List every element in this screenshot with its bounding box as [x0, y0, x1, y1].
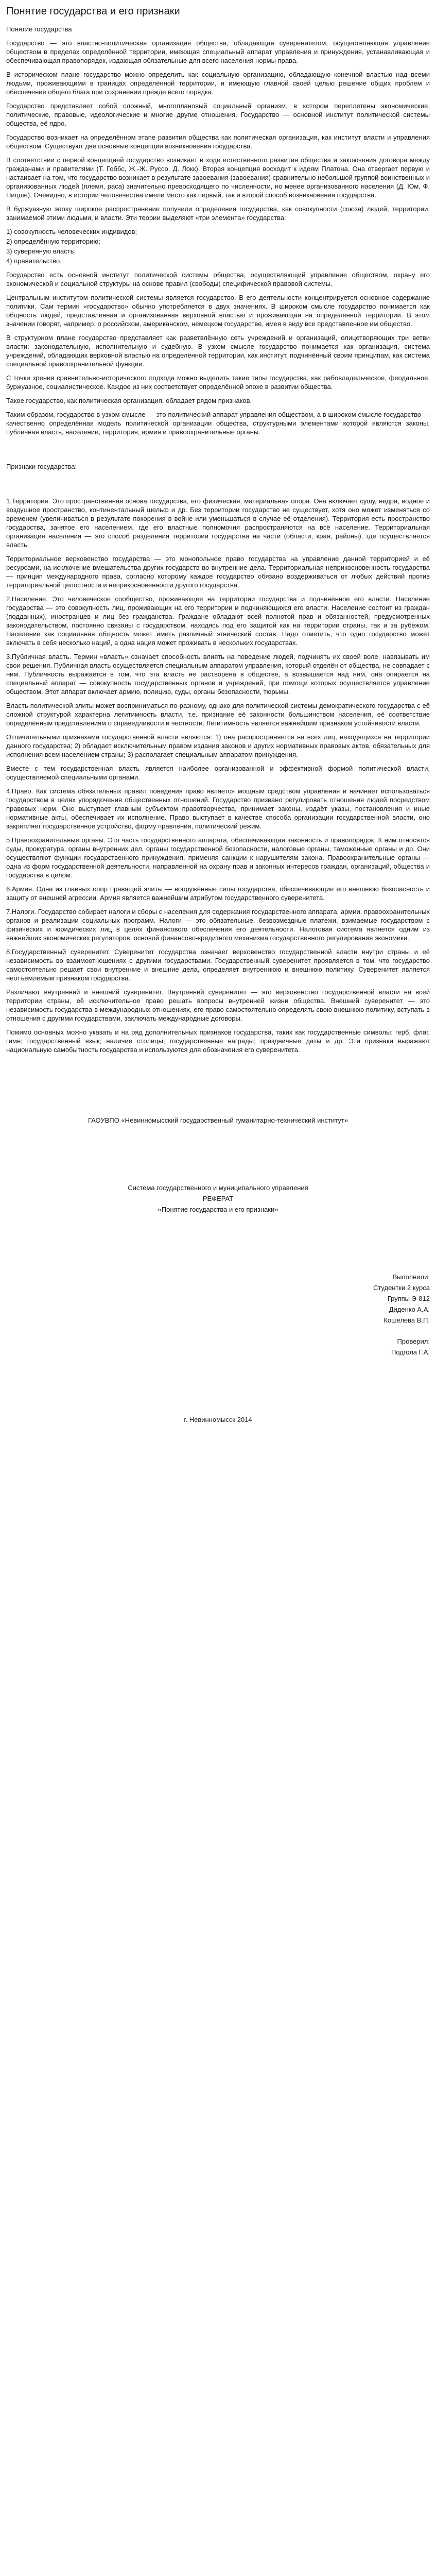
paragraph: В структурном плане государство представляет как разветвлённую сеть учреждений и организаций, олицетворяющих три ветви власти: законодательную, исполнительную и судебную. В узком смысле государство понимается как организация, система учреждений, обладающих верховной властью на определённой территории, как институт, подчинённый своим принципам, как система специальной правоохранительной функции. — [6, 334, 430, 368]
paragraph: Такое государство, как политическая организация, обладает рядом признаков. — [6, 397, 252, 404]
city-year: г. Невинномысск 2014 — [184, 1416, 252, 1423]
paragraph: Различают внутренний и внешний суверенитет. Внутренний суверенитет — это верховенство государственной власти на всей территории страны, её исключительное право решать вопросы внутренней жизни общества. Внешний суверенитет — это независимость государства в международных отношениях, его право самостоятельно определять свою внешнюю политику, вступать в отношения с другими государствами, заключать международные договоры. — [6, 988, 430, 1022]
list-item: 2) определённую территорию; — [6, 238, 100, 245]
section-heading: Признаки государства: — [6, 463, 77, 470]
paragraph: 3.Публичная власть. Термин «власть» означает способность влиять на поведение людей, подчинять их своей воле, навязывать им свои решения. Публичная власть осуществляется специальным аппаратом управления, который отделён от общества, не совпадает с ним. Публичность выражается в том, что эта власть не растворена в обществе, а возвышается над ним, она опирается на специальный аппарат — совокупность государственных органов и учреждений, при помощи которых осуществляется управление обществом. Этот аппарат включает армию, полицию, суды, органы безопасности, тюрьмы. — [6, 653, 430, 696]
paragraph: Власть политической элиты может восприниматься по-разному, однако для политической системы демократического государства с её сложной структурой характерна легитимность власти, т.е. признание её законности большинством населения, её соответствие определённым представлениям о справедливости и честности. Легитимность является важнейшим признаком устойчивости власти. — [6, 702, 430, 727]
paragraph: 6.Армия. Одна из главных опор правящей элиты — вооружённые силы государства, обеспечивающие его внешнюю безопасность и защиту от внешней агрессии. Армия является важнейшим атрибутом государственного суверенитета. — [6, 885, 430, 902]
paragraph: С точки зрения сравнительно-исторического подхода можно выделить такие типы государства, как рабовладельческое, феодальное, буржуазное, социалистическое. Каждое из них соответствует определённой эпохе в развитии общества. — [6, 374, 430, 391]
paragraph: Государство возникает на определённом этапе развития общества как политическая организация, как институт власти и управления обществом. Существуют две основные концепции возникновения государства. — [6, 133, 430, 150]
student-line: Группы Э-812 — [387, 1295, 430, 1302]
work-topic: «Понятие государства и его признаки» — [158, 1206, 278, 1213]
paragraph: 8.Государственный суверенитет. Суверенитет государства означает верховенство государственной власти внутри страны и её независимость во взаимоотношениях с другими государствами. Государственный суверенитет проявляется в том, что государство самостоятельно решает свои внутренние и внешние дела, определяет внутреннюю и внешнюю политику. Суверенитет является неотъемлемым признаком государства. — [6, 948, 430, 982]
paragraph: Государство — это властно-политическая организация общества, обладающая суверенитетом, осуществляющая управление обществом в пределах определённой территории, имеющая специальный аппарат управления и принуждения, устанавливающая и обеспечивающая правопорядок, издающая обязательные для всего населения нормы права. — [6, 39, 430, 64]
list-item: 1) совокупность человеческих индивидов; — [6, 228, 137, 235]
student-line: Студентки 2 курса — [373, 1284, 430, 1292]
student-line: Кошелева В.П. — [383, 1316, 430, 1324]
title-page — [6, 1116, 430, 1424]
list-item: 4) правительство. — [6, 257, 62, 265]
document-body — [6, 25, 430, 1054]
paragraph: 4.Право. Как система обязательных правил поведения право является мощным средством управления и начинает использоваться государством в целях упорядочения общественных отношений. Государство призвано регулировать отношения людей посредством правовых норм. Оно выступает главным субъектом правотворчества, принимает законы, издаёт указы, постановления и иные нормативные акты, обеспечивает их исполнение. Право выступает в качестве способа организации государственной власти, оно закрепляет государственное устройство, форму правления, политический режим. — [6, 787, 430, 830]
paragraph: 5.Правоохранительные органы. Это часть государственного аппарата, обеспечивающая законность и правопорядок. К ним относятся суды, прокуратура, органы внутренних дел, органы государственной безопасности, налоговые органы, таможенные органы и др. Они осуществляют функции государственного принуждения, применяя санкции к нарушителям закона. Правоохранительные органы — одна из форм государственной деятельности, направленной на охрану прав и законных интересов граждан, организаций, общества и государства в целом. — [6, 836, 430, 879]
list-item: 3) суверенную власть; — [6, 247, 76, 255]
discipline-name: Система государственного и муниципального управления — [128, 1184, 308, 1192]
work-type: РЕФЕРАТ — [202, 1195, 234, 1202]
paragraph: Территориальное верховенство государства — это монопольное право государства на управление данной территорией и её ресурсами, на исключение вмешательства других государств во внутренние дела. Территориальная неприкосновенность государства — принцип международного права, согласно которому каждое государство обязано воздерживаться от любых действий против территориальной целостности и неприкосновенности другого государства. — [6, 555, 430, 589]
university-name: ГАОУВПО «Невинномысский государственный гуманитарно-технический институт» — [88, 1116, 348, 1124]
student-line: Диденко А.А. — [389, 1306, 430, 1313]
paragraph: Понятие государства — [6, 25, 72, 33]
paragraph: Вместе с тем государственная власть является наиболее организованной и эффективной формой политической власти, осуществляемой специальными органами. — [6, 765, 430, 781]
paragraph: В историческом плане государство можно определить как социальную организацию, обладающую конечной властью над всеми людьми, проживающими в границах определённой территории, и имеющую главной своей целью решение общих проблем и обеспечение общего блага при сохранении прежде всего порядка. — [6, 71, 430, 96]
performed-label: Выполнили: — [392, 1273, 430, 1281]
paragraph: Государство представляет собой сложный, многоплановый социальный организм, в котором переплетены экономические, политические, правовые, идеологические и многие другие отношения. Государство — основной институт политической системы общества, её ядро. — [6, 102, 430, 127]
checked-label: Проверил: — [397, 1337, 430, 1345]
paragraph: Центральным институтом политической системы является государство. В его деятельности концентрируется основное содержание политики. Сам термин «государство» обычно употребляется в двух значениях. В широком смысле государство понимается как общность людей, представленная и организованная верховной властью и проживающая на определённой территории. В этом значении говорят, например, о российском, американском, немецком государстве, имея в виду все представленное им общество. — [6, 294, 430, 328]
paragraph: Отличительными признаками государственной власти являются: 1) она распространяется на всех лиц, находящихся на территории данного государства; 2) обладает исключительным правом издания законов и других нормативных правовых актов, обязательных для исполнения всем населением страны; 3) располагает специальным аппаратом принуждения. — [6, 733, 430, 758]
paragraph: 1.Территория. Это пространственная основа государства, его физическая, материальная опора. Она включает сушу, недра, водное и воздушное пространство, континентальный шельф и др. Без территории государство не существует, хотя оно может изменяться со временем (увеличиваться в результате покорения в войне или уменьшаться в случае её отделения). Территория есть пространство государства, занятое его населением, где его властные полномочия распространяются на всё население. Территориальная организация населения — это способ разделения территории государства на части (области, края, районы), где осуществляется власть. — [6, 497, 430, 549]
paragraph: Помимо основных можно указать и на ряд дополнительных признаков государства, таких как государственные символы: герб, флаг, гимн; государственный язык; наличие столицы; государственные награды; праздничные даты и др. Эти признаки выражают национальную самобытность государства и используются для обозначения его суверенитета. — [6, 1028, 430, 1054]
paragraph: Таким образом, государство в узком смысле — это политический аппарат управления обществом, а в широком смысле государство — качественно определённая модель политической организации общества, структурными элементами которой являются законы, публичная власть, население, территория, армия и правоохранительные органы. — [6, 411, 430, 436]
document-title: Понятие государства и его признаки — [6, 6, 180, 17]
paragraph: В буржуазную эпоху широкое распространение получили определения государства, как совокупности (союза) людей, территории, занимаемой этими людьми, и власти. Эти теории выделяют «три элемента» государства: — [6, 205, 430, 222]
paragraph: В соответствии с первой концепцией государство возникает в ходе естественного развития общества и заключения договора между гражданами и правителями (Т. Гоббс, Ж.-Ж. Руссо, Д. Локк). Вторая концепция восходит к идеям Платона. Она отвергает первую и настаивает на том, что государство возникает в результате завоевания (завоевания) сравнительно небольшой группой воинственных и организованных людей (племя, раса) значительно превосходящего по численности, но менее организованного населения (Д. Юм, Ф. Ницше). Очевидно, в истории человечества имели место как первый, так и второй способ возникновения государства. — [6, 156, 430, 199]
paragraph: Государство есть основной институт политической системы общества, осуществляющий управление обществом, охрану его экономической и социальной структуры на основе правил (свободы) специфической правовой системы. — [6, 271, 430, 287]
paragraph: 7.Налоги. Государство собирает налоги и сборы с населения для содержания государственного аппарата, армии, правоохранительных органов и реализации социальных программ. Налоги — это обязательные, безвозмездные платежи, взимаемые государством с физических и юридических лиц в целях финансового обеспечения его деятельности. Налоговая система является одним из важнейших экономических регуляторов, основой финансово-кредитного механизма государственного регулирования экономики. — [6, 908, 430, 942]
paragraph: 2.Население. Это человеческое сообщество, проживающее на территории государства и подчинённое его власти. Население государства — это совокупность лиц, проживающих на его территории и подчиняющихся его власти. Население состоит из граждан (подданных), иностранцев и лиц без гражданства. Граждане обладают всей полнотой прав и обязанностей, предусмотренных законодательством, постоянно связаны с государством, находясь под его защитой как на территории страны, так и за рубежом. Население как социальная общность может иметь различный этнический состав. Надо отметить, что одно государство может включать в себя несколько наций, а одна нация может проживать в нескольких государствах. — [6, 595, 430, 647]
checker-name: Подгола Г.А. — [391, 1348, 430, 1356]
